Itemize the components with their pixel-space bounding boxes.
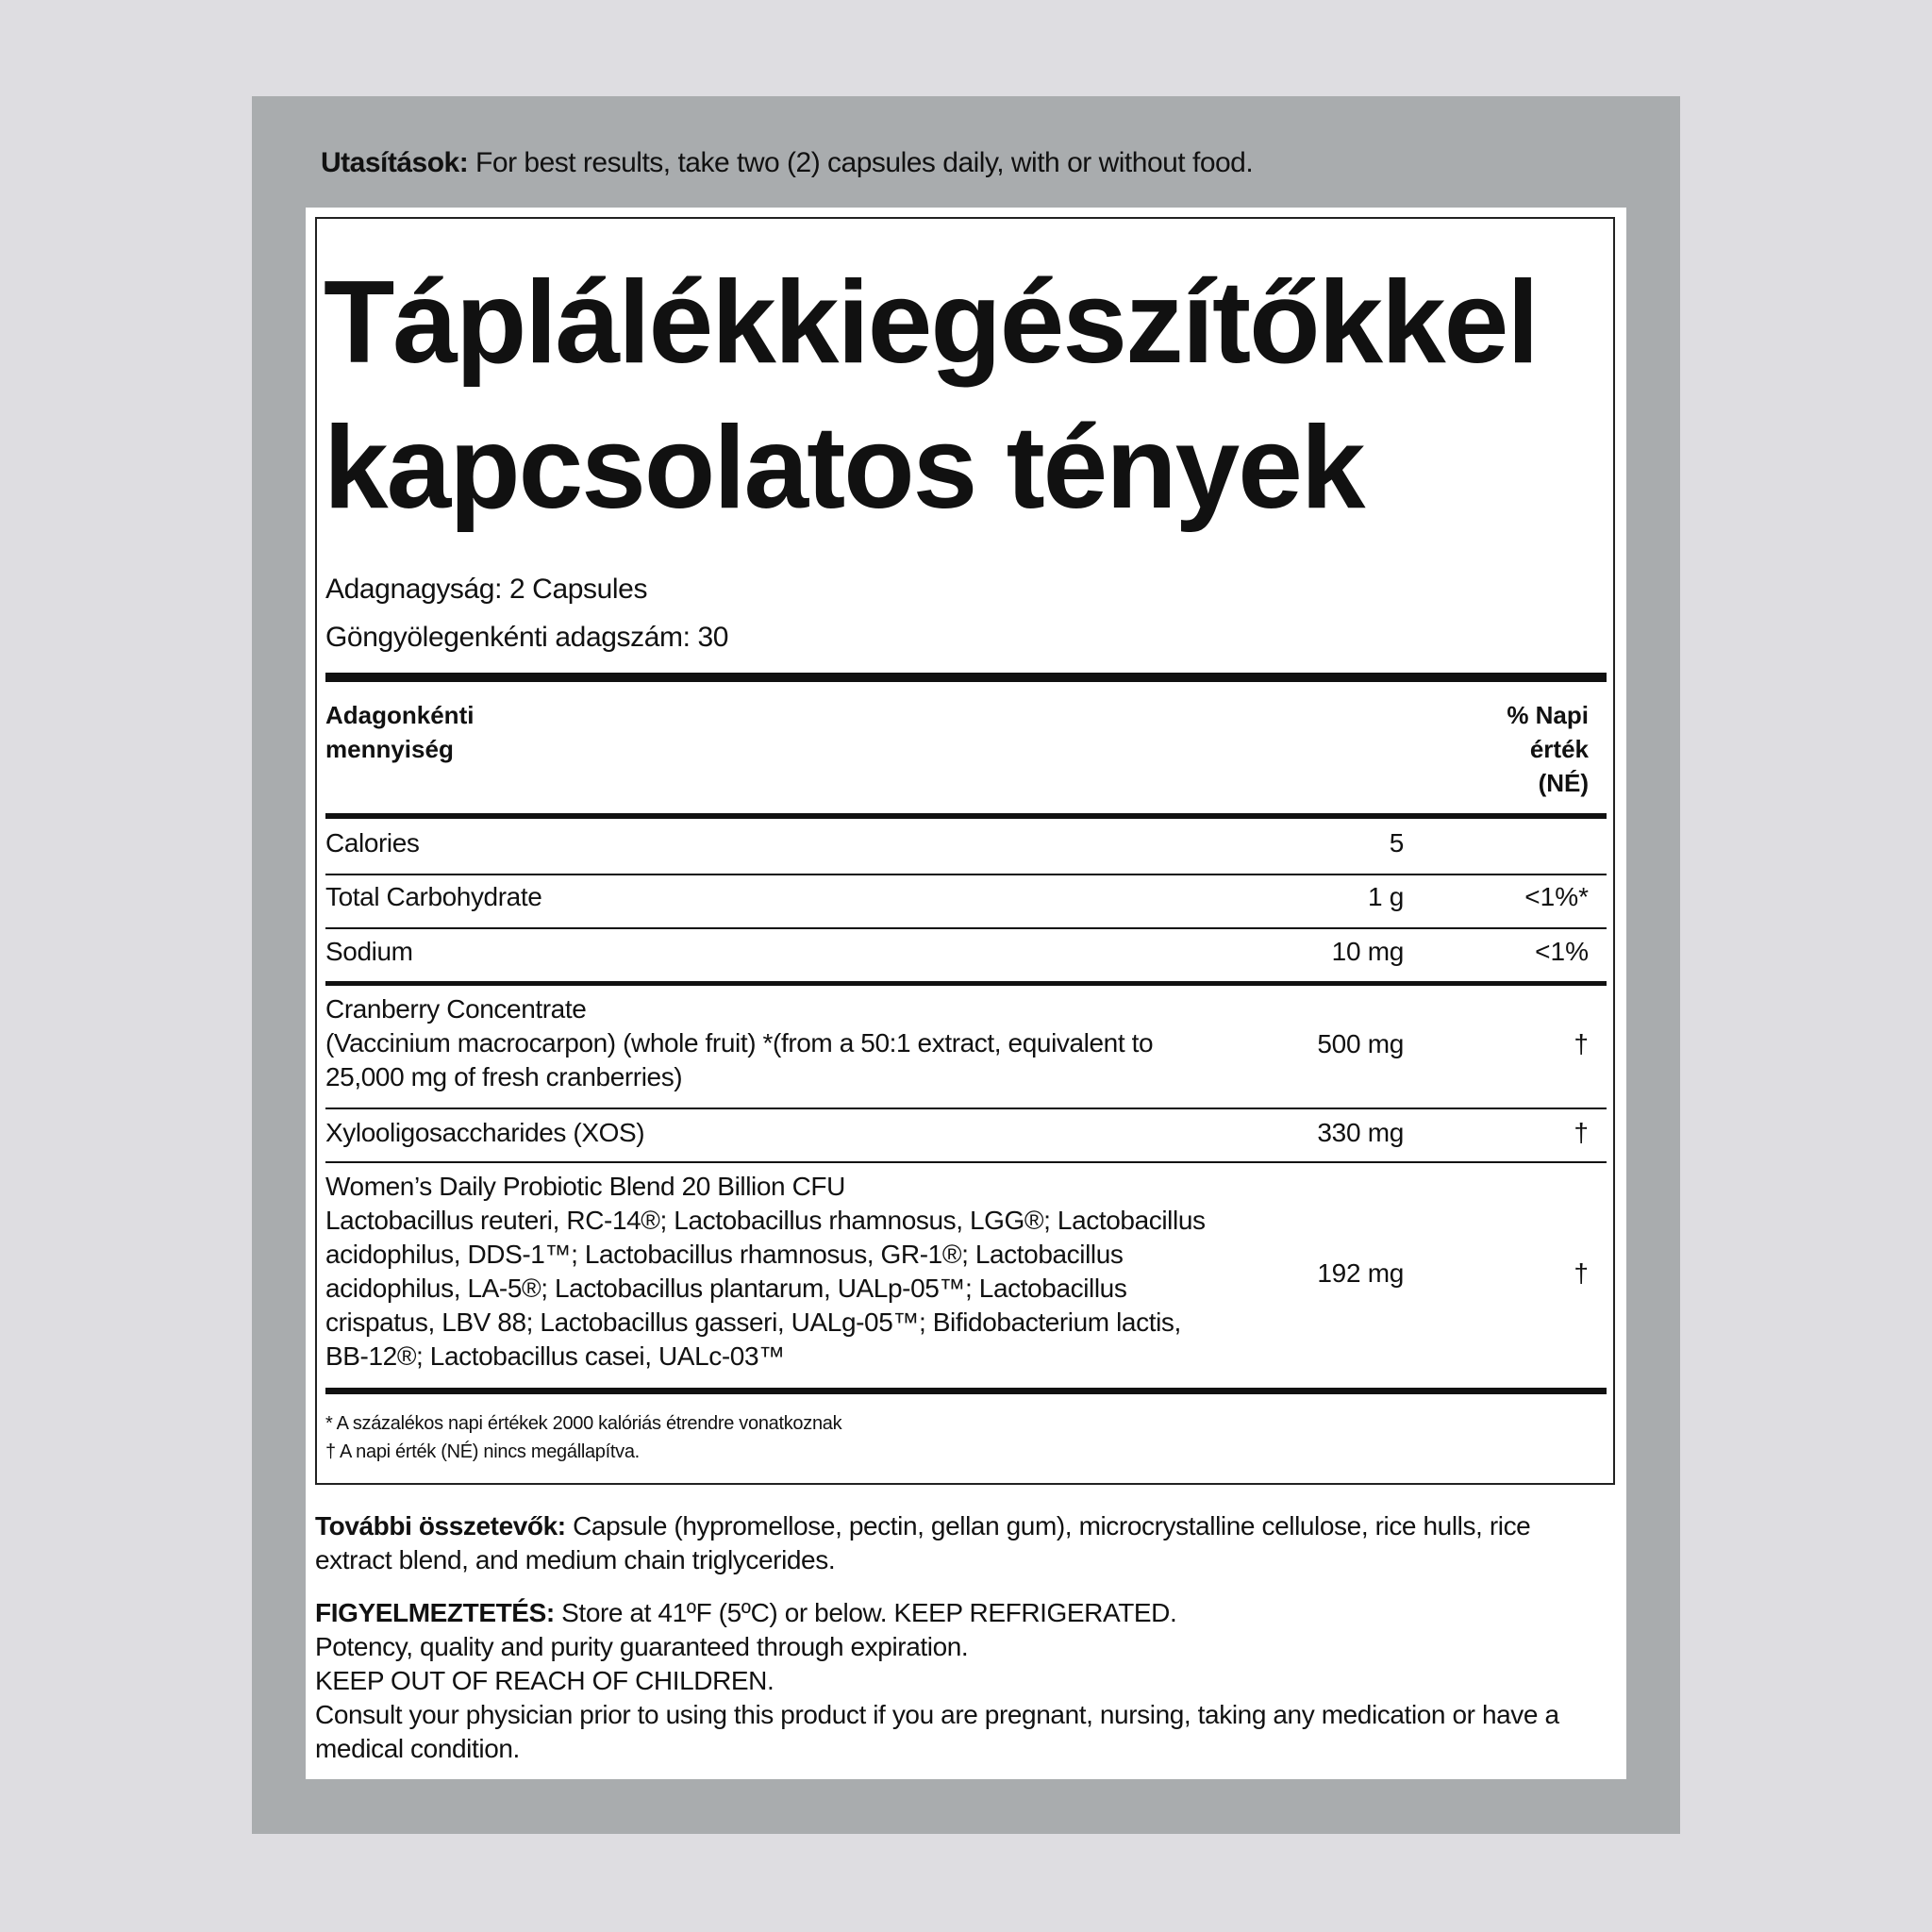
servings-per-container: Göngyölegenkénti adagszám: 30 xyxy=(325,622,729,653)
warning-potency-text: Potency, quality and purity guaranteed through expiration. xyxy=(315,1632,969,1661)
ingredient-dv-xos: † xyxy=(1574,1118,1589,1147)
header-amount-line-1: Adagonkénti xyxy=(325,701,475,729)
nutrient-name-calories: Calories xyxy=(325,828,420,858)
directions-label: Utasítások: xyxy=(321,147,469,178)
ingredient-name: Women’s Daily Probiotic Blend 20 Billion CFU xyxy=(325,1172,845,1201)
footnote-daily-value-basis: * A százalékos napi értékek 2000 kalóriás étrendre vonatkoznak xyxy=(325,1413,842,1434)
warning-section xyxy=(315,1596,1607,1766)
ingredient-dv-probiotic: † xyxy=(1574,1258,1589,1288)
header-dv-line-3: (NÉ) xyxy=(1538,769,1589,797)
other-ingredients-text: Capsule (hypromellose, pectin, gellan gum), microcrystalline cellulose, rice hulls, rice extract blend, and medium chain triglycerides. xyxy=(315,1511,1531,1574)
thick-divider xyxy=(325,1388,1607,1394)
medium-divider xyxy=(325,813,1607,819)
nutrient-amount-sodium: 10 mg xyxy=(1331,937,1404,966)
warning-storage-text: Store at 41ºF (5ºC) or below. KEEP REFRIGERATED. xyxy=(554,1598,1177,1627)
warning-physician-text: Consult your physician prior to using this product if you are pregnant, nursing, taking any medication or have a medical condition. xyxy=(315,1700,1559,1763)
ingredient-amount-cranberry: 500 mg xyxy=(1317,1029,1404,1058)
ingredient-detail-line: (Vaccinium macrocarpon) (whole fruit) *(from a 50:1 extract, equivalent to xyxy=(325,1028,1154,1058)
ingredient-detail-line: acidophilus, DDS-1™; Lactobacillus rhamnosus, GR-1®; Lactobacillus xyxy=(325,1240,1124,1269)
warning-label: FIGYELMEZTETÉS: xyxy=(315,1598,555,1627)
nutrient-name-total-carbohydrate: Total Carbohydrate xyxy=(325,882,542,911)
header-daily-value xyxy=(1507,698,1589,800)
ingredient-name: Cranberry Concentrate xyxy=(325,994,587,1024)
ingredient-cranberry-concentrate xyxy=(325,992,1153,1094)
nutrient-name-sodium: Sodium xyxy=(325,937,413,966)
row-divider xyxy=(325,1161,1607,1163)
row-divider xyxy=(325,927,1607,929)
serving-size: Adagnagyság: 2 Capsules xyxy=(325,574,648,605)
medium-divider xyxy=(325,981,1607,986)
other-ingredients xyxy=(315,1509,1607,1577)
directions-body: For best results, take two (2) capsules daily, with or without food. xyxy=(468,147,1254,178)
ingredient-detail-line: acidophilus, LA-5®; Lactobacillus plantarum, UALp-05™; Lactobacillus xyxy=(325,1274,1127,1303)
ingredient-dv-cranberry: † xyxy=(1574,1029,1589,1058)
nutrient-amount-calories: 5 xyxy=(1389,828,1404,858)
ingredient-detail-line: 25,000 mg of fresh cranberries) xyxy=(325,1062,683,1091)
ingredient-probiotic-blend xyxy=(325,1170,1206,1374)
ingredient-amount-xos: 330 mg xyxy=(1317,1118,1404,1147)
header-amount-line-2: mennyiség xyxy=(325,735,454,763)
nutrient-amount-total-carbohydrate: 1 g xyxy=(1367,882,1404,911)
ingredient-detail-line: Lactobacillus reuteri, RC-14®; Lactobacillus rhamnosus, LGG®; Lactobacillus xyxy=(325,1206,1206,1235)
row-divider xyxy=(325,874,1607,875)
title-line-1: Táplálékkiegészítőkkel xyxy=(324,258,1538,388)
ingredient-xos: Xylooligosaccharides (XOS) xyxy=(325,1118,645,1147)
ingredient-amount-probiotic: 192 mg xyxy=(1317,1258,1404,1288)
title-line-2: kapcsolatos tények xyxy=(324,403,1364,533)
directions-text xyxy=(321,147,1253,179)
thick-divider xyxy=(325,673,1607,682)
ingredient-detail-line: crispatus, LBV 88; Lactobacillus gasseri, UALg-05™; Bifidobacterium lactis, xyxy=(325,1307,1181,1337)
supplement-facts-title xyxy=(324,250,1538,541)
footnotes xyxy=(325,1409,841,1466)
nutrient-dv-total-carbohydrate: <1%* xyxy=(1524,882,1589,911)
header-amount-per-serving xyxy=(325,698,474,766)
ingredient-detail-line: BB-12®; Lactobacillus casei, UALc-03™ xyxy=(325,1341,785,1371)
nutrient-dv-sodium: <1% xyxy=(1535,937,1589,966)
footnote-dv-not-established: † A napi érték (NÉ) nincs megállapítva. xyxy=(325,1441,640,1462)
header-dv-line-1: % Napi xyxy=(1507,701,1589,729)
warning-children-text: KEEP OUT OF REACH OF CHILDREN. xyxy=(315,1666,774,1695)
other-ingredients-label: További összetevők: xyxy=(315,1511,566,1541)
row-divider xyxy=(325,1108,1607,1109)
header-dv-line-2: érték xyxy=(1529,735,1589,763)
